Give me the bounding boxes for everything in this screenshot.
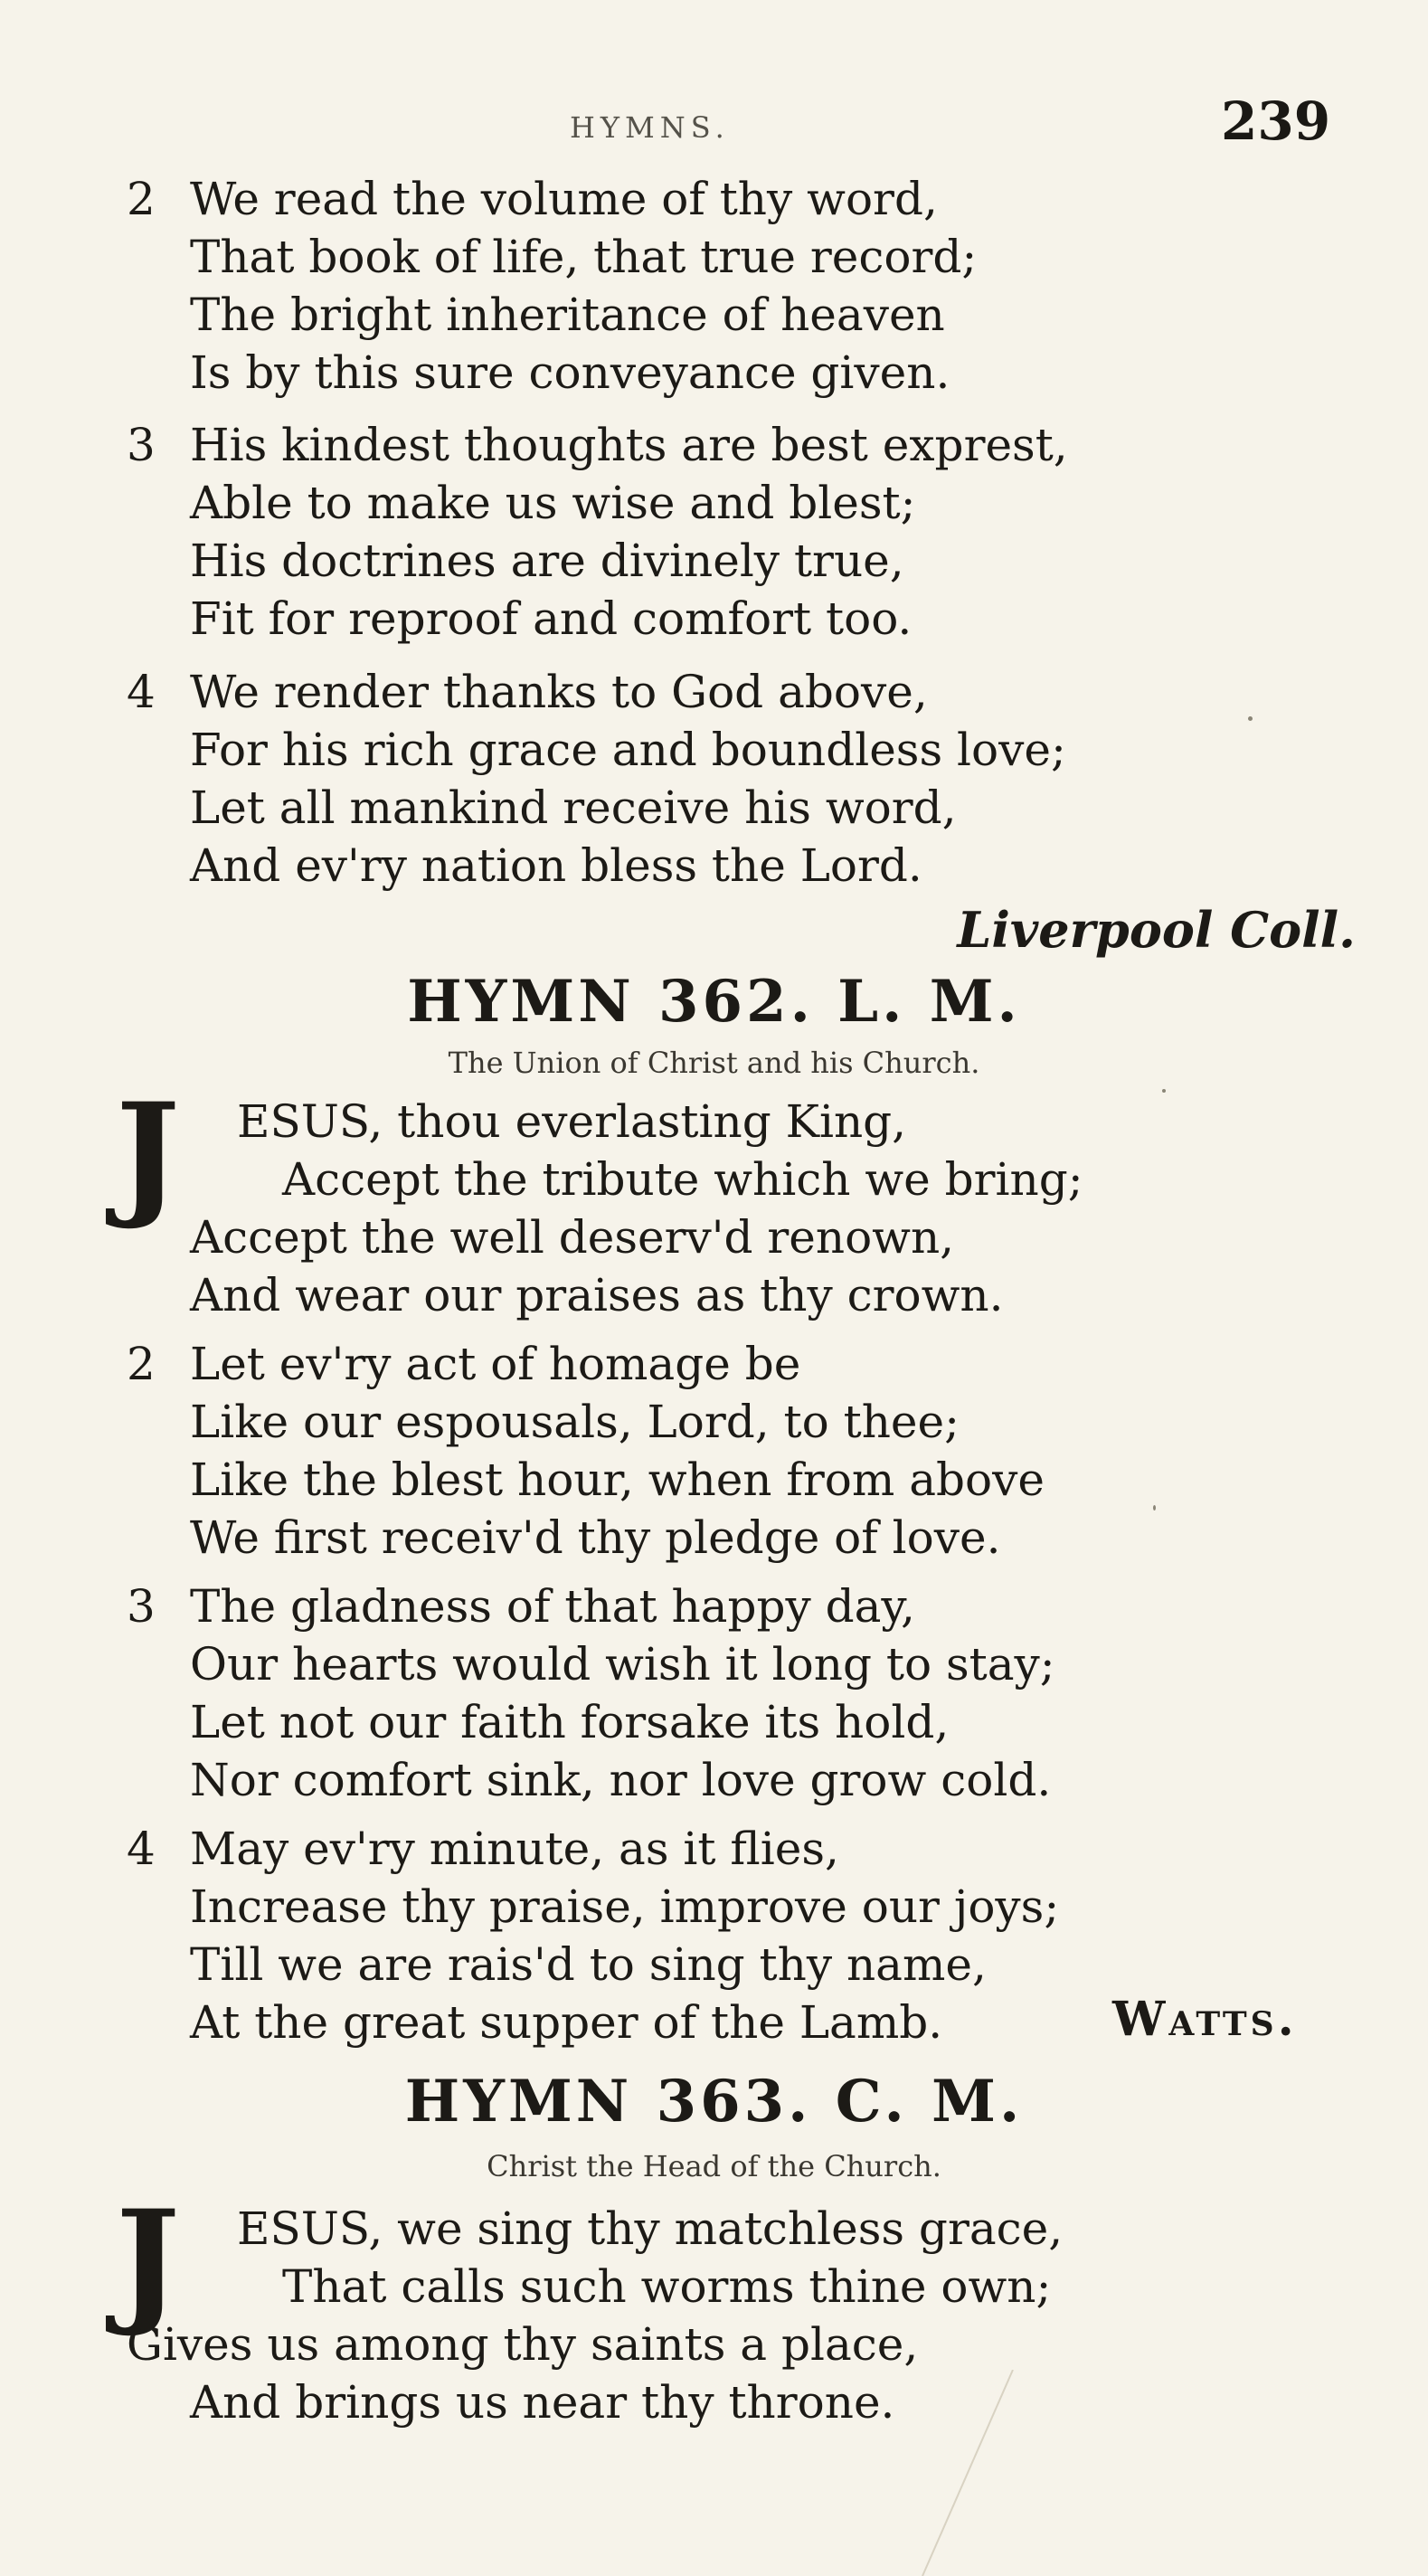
verse-line: That calls such worms thine own;	[282, 2260, 1052, 2313]
verse-line: Accept the well deserv'd renown,	[190, 1211, 955, 1264]
verse-line: ESUS, thou everlasting King,	[237, 1095, 907, 1148]
paper-crease-mark	[913, 2370, 1022, 2576]
verse-line: Let all mankind receive his word,	[190, 781, 957, 834]
running-header	[0, 90, 1428, 154]
verse-line: That book of life, that true record;	[190, 231, 978, 283]
verse-line: At the great supper of the Lamb.	[190, 1996, 943, 2049]
verse-number: 3	[127, 419, 156, 471]
verse-line: Fit for reproof and comfort too.	[190, 592, 913, 645]
verse-line: And wear our praises as thy crown.	[190, 1269, 1004, 1321]
verse-line: Increase thy praise, improve our joys;	[190, 1880, 1060, 1933]
verse-line: ESUS, we sing thy matchless grace,	[237, 2202, 1064, 2255]
verse-line: May ev'ry minute, as it flies,	[190, 1823, 839, 1875]
verse-line: We first receiv'd thy pledge of love.	[190, 1511, 1001, 1564]
scan-speck	[1248, 716, 1253, 721]
verse-line: The gladness of that happy day,	[190, 1580, 915, 1633]
verse-number: 2	[127, 173, 156, 225]
verse-number: 4	[127, 666, 156, 718]
verse-line: His kindest thoughts are best exprest,	[190, 419, 1068, 471]
verse-line: Is by this sure conveyance given.	[190, 346, 950, 399]
verse-line: Accept the tribute which we bring;	[282, 1153, 1083, 1206]
verse-line: Like the blest hour, when from above	[190, 1454, 1045, 1506]
verse-line: Gives us among thy saints a place,	[127, 2318, 919, 2371]
hymn-363-title: HYMN 363. C. M.	[404, 2068, 1024, 2136]
verse-line: Our hearts would wish it long to stay;	[190, 1638, 1055, 1690]
verse-line: Let ev'ry act of homage be	[190, 1338, 801, 1390]
verse-line: Till we are rais'd to sing thy name,	[190, 1938, 987, 1991]
hymn-363-subtitle: Christ the Head of the Church.	[487, 2149, 941, 2183]
verse-line: Like our espousals, Lord, to thee;	[190, 1396, 960, 1448]
attribution-362: Watts.	[1112, 1992, 1298, 2047]
verse-line: Able to make us wise and blest;	[190, 477, 916, 529]
verse-line: His doctrines are divinely true,	[190, 535, 904, 587]
hymn-362-subtitle: The Union of Christ and his Church.	[448, 1046, 980, 1080]
attribution-prev: Liverpool Coll.	[957, 901, 1356, 959]
verse-number: 3	[127, 1580, 156, 1633]
verse-line: The bright inheritance of heaven	[190, 289, 945, 341]
verse-number: 4	[127, 1823, 156, 1875]
verse-line: We read the volume of thy word,	[190, 173, 938, 225]
drop-cap: J	[116, 2181, 180, 2340]
page-number: 239	[1221, 90, 1331, 152]
scan-speck	[1162, 1089, 1166, 1093]
verse-line: We render thanks to God above,	[190, 666, 928, 718]
scan-speck	[1153, 1505, 1156, 1511]
verse-number: 2	[127, 1338, 156, 1390]
drop-cap: J	[116, 1074, 180, 1233]
verse-line: For his rich grace and boundless love;	[190, 724, 1066, 776]
verse-line: Let not our faith forsake its hold,	[190, 1696, 950, 1748]
verse-line: And ev'ry nation bless the Lord.	[190, 839, 922, 892]
verse-line: Nor comfort sink, nor love grow cold.	[190, 1754, 1052, 1806]
verse-line: And brings us near thy throne.	[190, 2376, 895, 2429]
running-title: HYMNS.	[570, 110, 730, 145]
hymn-362-title: HYMN 362. L. M.	[407, 968, 1021, 1036]
